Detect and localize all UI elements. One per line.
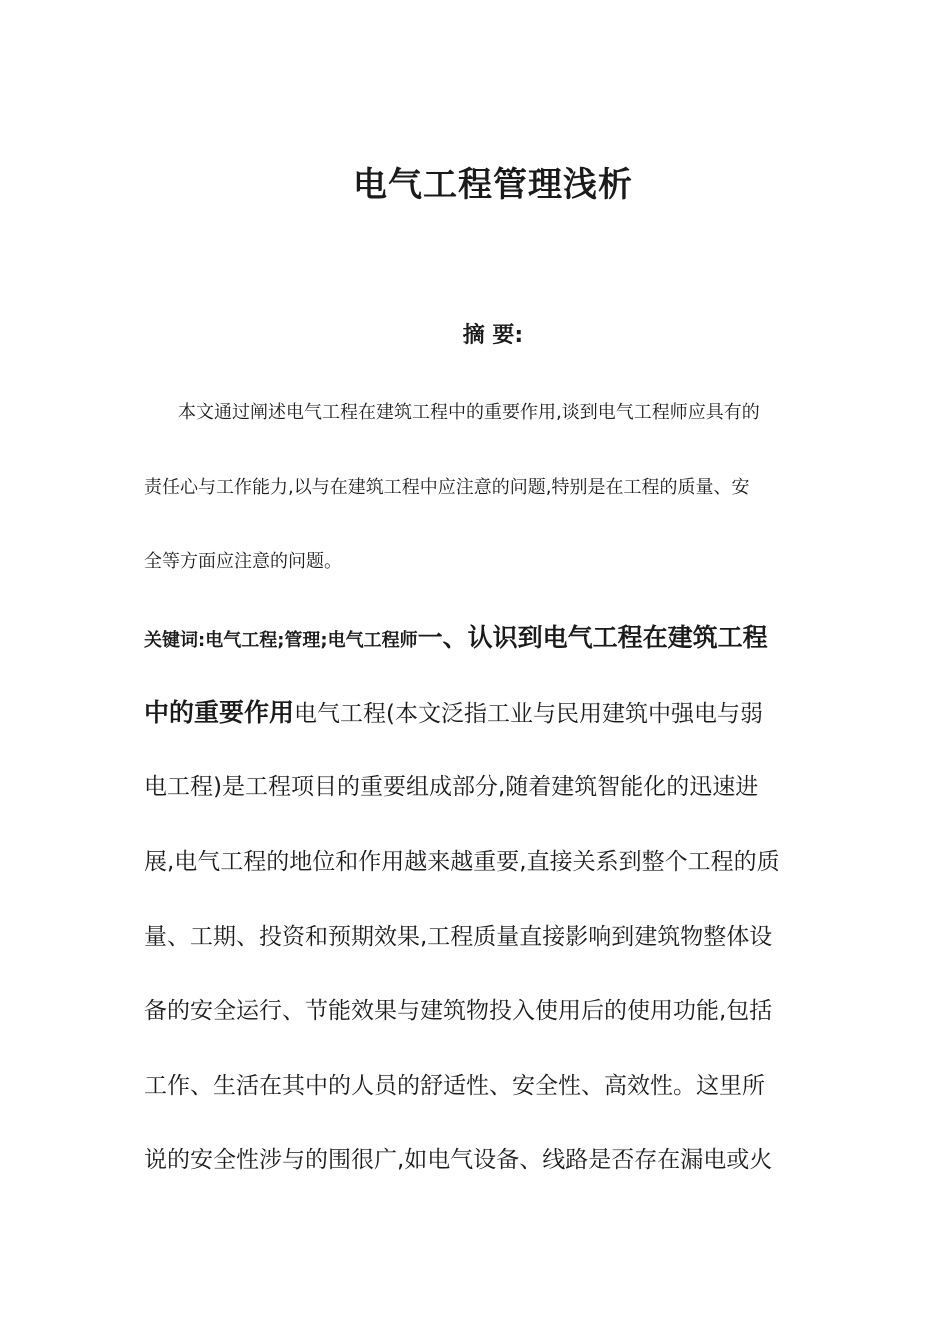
document-title: 电气工程管理浅析 bbox=[353, 165, 633, 205]
section-heading-continued-line bbox=[144, 696, 763, 731]
keywords-and-section-line bbox=[144, 621, 768, 658]
abstract-heading: 摘 要: bbox=[462, 323, 524, 348]
body-line: 工作、生活在其中的人员的舒适性、安全性、高效性。这里所 bbox=[144, 1073, 765, 1099]
section-heading-start: 一、认识到电气工程在建筑工程 bbox=[417, 623, 768, 652]
abstract-line: 本文通过阐述电气工程在建筑工程中的重要作用,谈到电气工程师应具有的 bbox=[178, 402, 760, 423]
body-line: 备的安全运行、节能效果与建筑物投入使用后的使用功能,包括 bbox=[144, 998, 773, 1024]
keywords: 关键词:电气工程;管理;电气工程师 bbox=[144, 630, 418, 651]
body-line: 电工程)是工程项目的重要组成部分,随着建筑智能化的迅速进 bbox=[144, 774, 759, 800]
body-text: 电气工程(本文泛指工业与民用建筑中强电与弱 bbox=[294, 701, 763, 727]
abstract-line: 责任心与工作能力,以与在建筑工程中应注意的问题,特别是在工程的质量、安 bbox=[144, 477, 750, 498]
body-line: 量、工期、投资和预期效果,工程质量直接影响到建筑物整体设 bbox=[144, 924, 773, 950]
abstract-line: 全等方面应注意的问题。 bbox=[144, 551, 342, 572]
body-line: 展,电气工程的地位和作用越来越重要,直接关系到整个工程的质 bbox=[144, 849, 780, 875]
body-line: 说的安全性涉与的围很广,如电气设备、线路是否存在漏电或火 bbox=[144, 1147, 773, 1173]
section-heading-end: 中的重要作用 bbox=[144, 698, 295, 727]
